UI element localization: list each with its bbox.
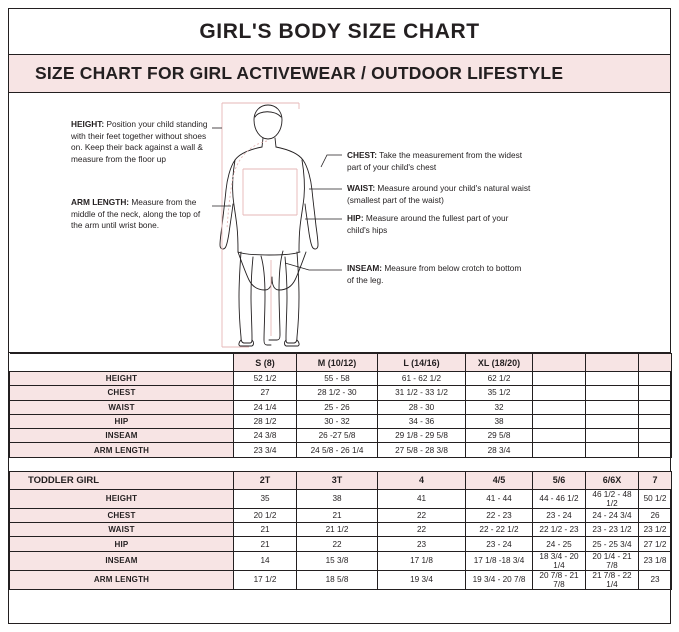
toddler-girl-size-table <box>9 471 672 590</box>
toddler-cell-chest-3: 22 - 23 <box>466 508 533 522</box>
table-row <box>10 523 672 537</box>
girl-cell-hip-3: 38 <box>466 414 533 428</box>
girl-cell-chest-1: 28 1/2 - 30 <box>297 386 378 400</box>
girl-size-table <box>9 353 672 458</box>
toddler-cell-hip-2: 23 <box>378 537 466 551</box>
girl-cell-height-4 <box>533 372 586 386</box>
toddler-row-label-height: HEIGHT <box>10 489 234 508</box>
toddler-cell-hip-5: 25 - 25 3/4 <box>586 537 639 551</box>
toddler-cell-chest-4: 23 - 24 <box>533 508 586 522</box>
girl-cell-hip-1: 30 - 32 <box>297 414 378 428</box>
toddler-cell-inseam-0: 14 <box>234 551 297 570</box>
toddler-row-label-hip: HIP <box>10 537 234 551</box>
callout-hip-text: Measure around the fullest part of your child's hips <box>347 213 509 235</box>
toddler-cell-chest-2: 22 <box>378 508 466 522</box>
girl-cell-arm-4 <box>533 443 586 457</box>
toddler-cell-waist-0: 21 <box>234 523 297 537</box>
girl-cell-chest-4 <box>533 386 586 400</box>
toddler-cell-hip-1: 22 <box>297 537 378 551</box>
table-spacer <box>9 458 670 471</box>
callout-hip-label: HIP: <box>347 213 364 223</box>
girl-col-header-0: S (8) <box>234 354 297 372</box>
toddler-cell-inseam-5: 20 1/4 - 21 7/8 <box>586 551 639 570</box>
toddler-cell-waist-3: 22 - 22 1/2 <box>466 523 533 537</box>
table-row <box>10 537 672 551</box>
girl-cell-waist-5 <box>586 400 639 414</box>
callout-arm-length <box>71 197 211 232</box>
callout-arm-length-label: ARM LENGTH: <box>71 197 130 207</box>
girl-cell-inseam-3: 29 5/8 <box>466 429 533 443</box>
chart-outer-frame <box>8 8 671 624</box>
girl-cell-waist-4 <box>533 400 586 414</box>
toddler-cell-arm-6: 23 <box>639 570 672 589</box>
girl-cell-height-1: 55 - 58 <box>297 372 378 386</box>
girl-cell-inseam-4 <box>533 429 586 443</box>
toddler-cell-inseam-2: 17 1/8 <box>378 551 466 570</box>
toddler-cell-chest-1: 21 <box>297 508 378 522</box>
girl-row-label-inseam: INSEAM <box>10 429 234 443</box>
girl-col-header-4 <box>533 354 586 372</box>
girl-cell-inseam-5 <box>586 429 639 443</box>
table-row <box>10 443 672 457</box>
girl-cell-waist-6 <box>639 400 672 414</box>
toddler-col-header-5: 6/6X <box>586 471 639 489</box>
girl-col-header-6 <box>639 354 672 372</box>
girl-cell-height-5 <box>586 372 639 386</box>
table-row <box>10 414 672 428</box>
toddler-cell-height-1: 38 <box>297 489 378 508</box>
table-row <box>10 372 672 386</box>
girl-cell-inseam-6 <box>639 429 672 443</box>
toddler-cell-arm-5: 21 7/8 - 22 1/4 <box>586 570 639 589</box>
girl-cell-hip-2: 34 - 36 <box>378 414 466 428</box>
toddler-cell-inseam-4: 18 3/4 - 20 1/4 <box>533 551 586 570</box>
girl-cell-waist-3: 32 <box>466 400 533 414</box>
girl-cell-hip-6 <box>639 414 672 428</box>
toddler-cell-hip-6: 27 1/2 <box>639 537 672 551</box>
girl-cell-inseam-2: 29 1/8 - 29 5/8 <box>378 429 466 443</box>
girl-cell-waist-0: 24 1/4 <box>234 400 297 414</box>
toddler-cell-inseam-6: 23 1/8 <box>639 551 672 570</box>
callout-inseam-label: INSEAM: <box>347 263 383 273</box>
toddler-cell-chest-6: 26 <box>639 508 672 522</box>
toddler-table-title: TODDLER GIRL <box>10 471 234 489</box>
toddler-cell-height-5: 46 1/2 - 48 1/2 <box>586 489 639 508</box>
toddler-col-header-0: 2T <box>234 471 297 489</box>
girl-row-label-height: HEIGHT <box>10 372 234 386</box>
girl-row-label-chest: CHEST <box>10 386 234 400</box>
toddler-cell-arm-3: 19 3/4 - 20 7/8 <box>466 570 533 589</box>
girl-cell-arm-2: 27 5/8 - 28 3/8 <box>378 443 466 457</box>
toddler-cell-hip-0: 21 <box>234 537 297 551</box>
girl-col-header-3: XL (18/20) <box>466 354 533 372</box>
toddler-cell-waist-6: 23 1/2 <box>639 523 672 537</box>
toddler-cell-height-4: 44 - 46 1/2 <box>533 489 586 508</box>
callout-inseam-text: Measure from below crotch to bottom of the leg. <box>347 263 522 285</box>
girl-cell-arm-3: 28 3/4 <box>466 443 533 457</box>
toddler-cell-height-6: 50 1/2 <box>639 489 672 508</box>
toddler-cell-hip-4: 24 - 25 <box>533 537 586 551</box>
subtitle: SIZE CHART FOR GIRL ACTIVEWEAR / OUTDOOR LIFESTYLE <box>35 63 564 83</box>
page-title-bar <box>9 9 670 55</box>
toddler-row-label-inseam: INSEAM <box>10 551 234 570</box>
toddler-cell-hip-3: 23 - 24 <box>466 537 533 551</box>
girl-cell-arm-0: 23 3/4 <box>234 443 297 457</box>
callout-hip <box>347 213 527 236</box>
callout-height <box>71 119 211 165</box>
toddler-cell-arm-2: 19 3/4 <box>378 570 466 589</box>
table-header-row <box>10 354 672 372</box>
table-row <box>10 386 672 400</box>
body-measurement-diagram <box>9 93 670 353</box>
table-row <box>10 570 672 589</box>
page-title: GIRL'S BODY SIZE CHART <box>199 19 480 43</box>
toddler-cell-height-2: 41 <box>378 489 466 508</box>
callout-inseam <box>347 263 527 286</box>
callout-chest-text: Take the measurement from the widest part of your child's chest <box>347 150 523 172</box>
girl-row-label-hip: HIP <box>10 414 234 428</box>
table-row <box>10 400 672 414</box>
toddler-cell-height-3: 41 - 44 <box>466 489 533 508</box>
toddler-col-header-6: 7 <box>639 471 672 489</box>
girl-table-corner <box>10 354 234 372</box>
girl-cell-height-2: 61 - 62 1/2 <box>378 372 466 386</box>
callout-waist-label: WAIST: <box>347 183 376 193</box>
girl-cell-chest-6 <box>639 386 672 400</box>
callout-height-label: HEIGHT: <box>71 119 105 129</box>
girl-cell-height-0: 52 1/2 <box>234 372 297 386</box>
toddler-cell-arm-4: 20 7/8 - 21 7/8 <box>533 570 586 589</box>
girl-cell-hip-4 <box>533 414 586 428</box>
toddler-row-label-waist: WAIST <box>10 523 234 537</box>
toddler-col-header-3: 4/5 <box>466 471 533 489</box>
toddler-cell-waist-5: 23 - 23 1/2 <box>586 523 639 537</box>
toddler-cell-arm-0: 17 1/2 <box>234 570 297 589</box>
girl-cell-hip-5 <box>586 414 639 428</box>
girl-cell-waist-1: 25 - 26 <box>297 400 378 414</box>
toddler-col-header-1: 3T <box>297 471 378 489</box>
callout-height-text: Position your child standing with their feet together without shoes on. Keep their back against a wall & measure from the floor up <box>71 119 208 164</box>
toddler-cell-height-0: 35 <box>234 489 297 508</box>
table-header-row <box>10 471 672 489</box>
girl-cell-chest-3: 35 1/2 <box>466 386 533 400</box>
table-row <box>10 508 672 522</box>
toddler-cell-chest-5: 24 - 24 3/4 <box>586 508 639 522</box>
table-row <box>10 489 672 508</box>
toddler-row-label-chest: CHEST <box>10 508 234 522</box>
toddler-cell-waist-2: 22 <box>378 523 466 537</box>
callout-chest <box>347 150 527 173</box>
subtitle-bar <box>9 55 670 93</box>
girl-cell-chest-2: 31 1/2 - 33 1/2 <box>378 386 466 400</box>
callout-waist-text: Measure around your child's natural waist (smallest part of the waist) <box>347 183 531 205</box>
toddler-cell-waist-4: 22 1/2 - 23 <box>533 523 586 537</box>
callout-chest-label: CHEST: <box>347 150 377 160</box>
girl-cell-arm-6 <box>639 443 672 457</box>
toddler-cell-inseam-3: 17 1/8 -18 3/4 <box>466 551 533 570</box>
table-row <box>10 551 672 570</box>
girl-cell-chest-5 <box>586 386 639 400</box>
toddler-cell-chest-0: 20 1/2 <box>234 508 297 522</box>
girl-col-header-1: M (10/12) <box>297 354 378 372</box>
girl-cell-hip-0: 28 1/2 <box>234 414 297 428</box>
toddler-col-header-4: 5/6 <box>533 471 586 489</box>
girl-cell-inseam-0: 24 3/8 <box>234 429 297 443</box>
callout-arm-length-text: Measure from the middle of the neck, along the top of the arm until wrist bone. <box>71 197 201 231</box>
girl-cell-inseam-1: 26 -27 5/8 <box>297 429 378 443</box>
girl-col-header-2: L (14/16) <box>378 354 466 372</box>
girl-cell-height-6 <box>639 372 672 386</box>
girl-cell-arm-1: 24 5/8 - 26 1/4 <box>297 443 378 457</box>
girl-col-header-5 <box>586 354 639 372</box>
girl-row-label-arm-length: ARM LENGTH <box>10 443 234 457</box>
toddler-cell-waist-1: 21 1/2 <box>297 523 378 537</box>
toddler-col-header-2: 4 <box>378 471 466 489</box>
toddler-row-label-arm-length: ARM LENGTH <box>10 570 234 589</box>
girl-row-label-waist: WAIST <box>10 400 234 414</box>
girl-cell-waist-2: 28 - 30 <box>378 400 466 414</box>
toddler-cell-inseam-1: 15 3/8 <box>297 551 378 570</box>
table-row <box>10 429 672 443</box>
toddler-cell-arm-1: 18 5/8 <box>297 570 378 589</box>
girl-cell-height-3: 62 1/2 <box>466 372 533 386</box>
girl-cell-chest-0: 27 <box>234 386 297 400</box>
callout-waist <box>347 183 533 206</box>
girl-cell-arm-5 <box>586 443 639 457</box>
